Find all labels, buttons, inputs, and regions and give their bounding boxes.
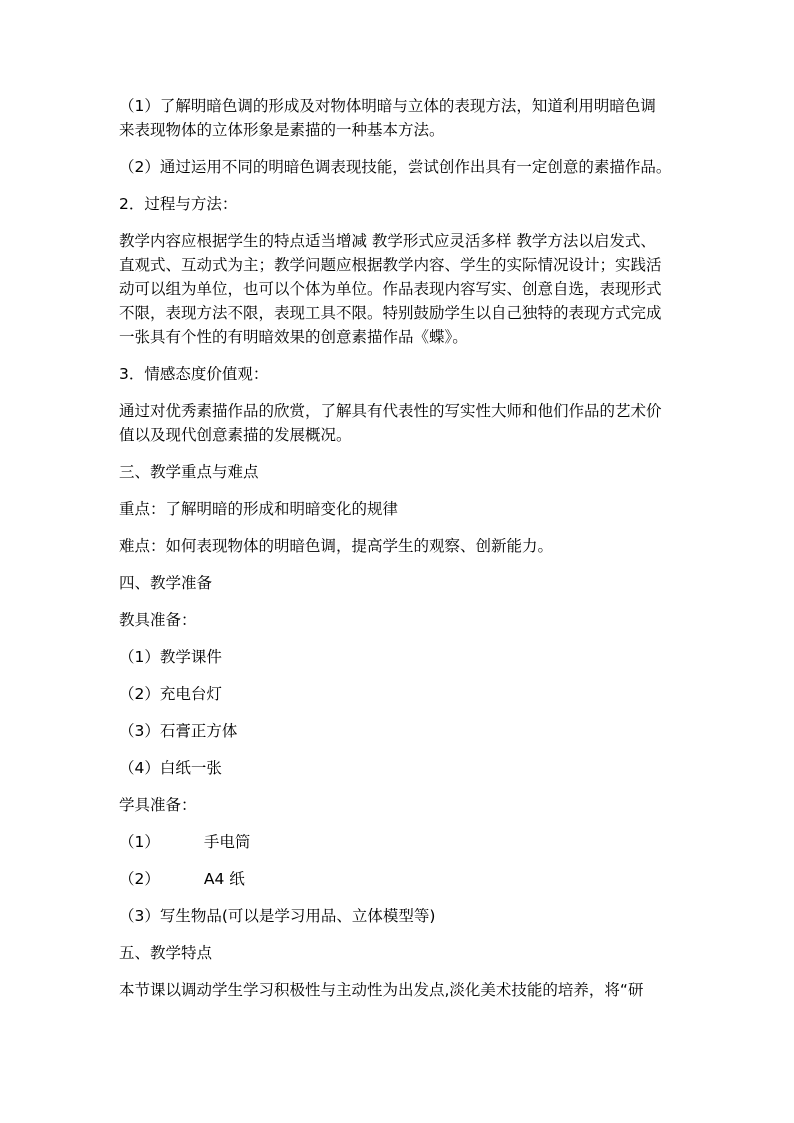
teaching-aid-item-4: （4）白纸一张: [119, 759, 222, 777]
list-text: A4 纸: [203, 870, 245, 888]
process-paragraph-line-5: 一张具有个性的有明暗效果的创意素描作品《蝶》。: [119, 328, 468, 346]
student-supply-item-2: [119, 867, 679, 891]
process-paragraph-line-2: 直观式、互动式为主；教学问题应根据教学内容、学生的实际情况设计；实践活: [119, 256, 662, 274]
objective-1-line-2: 来表现物体的立体形象是素描的一种基本方法。: [119, 121, 445, 139]
heading-process-method: 2．过程与方法：: [119, 195, 238, 213]
teaching-aid-item-1: （1）教学课件: [119, 648, 222, 666]
student-supply-item-1: [119, 830, 679, 854]
document-page: [119, 94, 679, 1002]
section-three-heading: 三、教学重点与难点: [119, 463, 259, 481]
process-paragraph-line-1: 教学内容应根据学生的特点适当增减 教学形式应灵活多样 教学方法以启发式、: [119, 232, 656, 250]
section-four-heading: 四、教学准备: [119, 574, 213, 592]
teaching-aids-heading: 教具准备：: [119, 611, 197, 629]
student-supply-item-3: （3）写生物品(可以是学习用品、立体模型等): [119, 907, 436, 925]
list-number: （1）: [119, 833, 160, 851]
objective-2: （2）通过运用不同的明暗色调表现技能，尝试创作出具有一定创意的素描作品。: [119, 158, 672, 176]
section-five-heading: 五、教学特点: [119, 944, 213, 962]
emotion-paragraph-line-2: 值以及现代创意素描的发展概况。: [119, 426, 352, 444]
list-text: 手电筒: [203, 833, 251, 851]
student-supplies-heading: 学具准备：: [119, 796, 197, 814]
heading-emotion-values: 3．情感态度价值观：: [119, 365, 269, 383]
difficult-point: 难点：如何表现物体的明暗色调，提高学生的观察、创新能力。: [119, 537, 554, 555]
list-number: （2）: [119, 870, 160, 888]
teaching-aid-item-3: （3）石膏正方体: [119, 722, 238, 740]
emotion-paragraph-line-1: 通过对优秀素描作品的欣赏，了解具有代表性的写实性大师和他们作品的艺术价: [119, 402, 662, 420]
teaching-aid-item-2: （2）充电台灯: [119, 685, 222, 703]
key-point: 重点：了解明暗的形成和明暗变化的规律: [119, 500, 399, 518]
objective-1-line-1: （1）了解明暗色调的形成及对物体明暗与立体的表现方法，知道利用明暗色调: [119, 97, 656, 115]
features-paragraph-line-1: 本节课以调动学生学习积极性与主动性为出发点,淡化美术技能的培养，将“研: [119, 981, 644, 999]
process-paragraph-line-3: 动可以组为单位，也可以个体为单位。作品表现内容写实、创意自选，表现形式: [119, 280, 662, 298]
process-paragraph-line-4: 不限，表现方法不限，表现工具不限。特别鼓励学生以自己独特的表现方式完成: [119, 304, 662, 322]
